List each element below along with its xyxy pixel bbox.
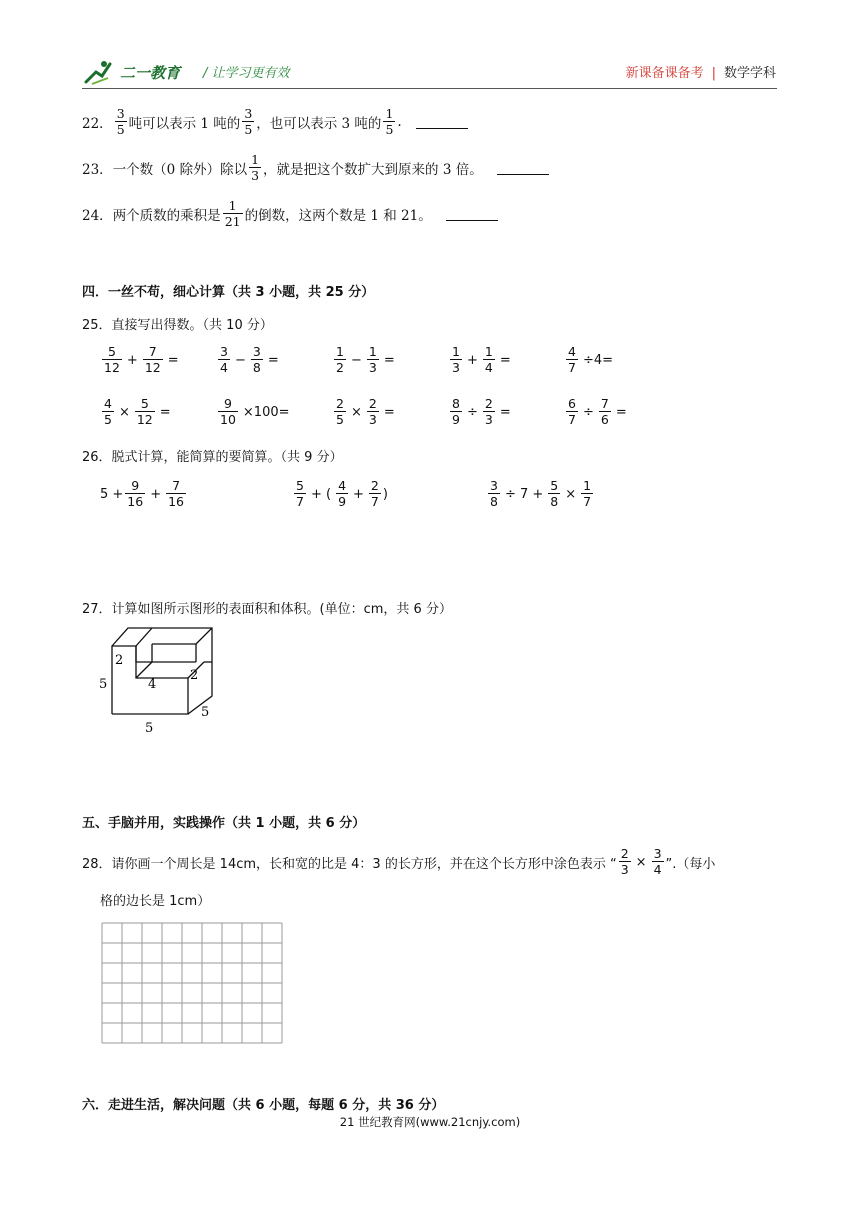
slogan: / 让学习更有效: [203, 66, 290, 81]
solid-figure-diagram: [96, 618, 226, 742]
header-subject: 数学学科: [723, 66, 776, 81]
question-text: 28．请你画一个周长是 14cm，长和宽的比是 4：3 的长方形，并在这个长方形中涂色表示 “: [82, 856, 617, 872]
question-text: 的倒数，这两个数是 1 和 21。: [244, 208, 432, 224]
label-top-height: 2: [115, 653, 124, 668]
label-left-height: 5: [99, 677, 108, 692]
question-text: 吨可以表示 1 吨的: [128, 116, 241, 132]
fraction: $\frac{3}{5}$: [116, 106, 125, 137]
question-28-cont: 格的边长是 1cm）: [100, 894, 211, 909]
question-number: 24．: [82, 208, 113, 224]
fraction: $\frac{3}{4}$: [220, 344, 228, 375]
section-heading-4: 四．一丝不苟，细心计算（共 3 小题，共 25 分）: [82, 285, 375, 300]
fraction: $\frac{5}{12}$: [104, 344, 120, 375]
drawing-grid[interactable]: [101, 922, 283, 1044]
question-number: 23．: [82, 162, 113, 178]
fraction: $\frac{2}{5}$: [336, 396, 344, 427]
calc-item: $\frac{6}{7}$ ÷ $\frac{7}{6}$ =: [568, 396, 627, 427]
q26-expression-1: 5 + $\frac{9}{16}$ + $\frac{7}{16}$: [100, 478, 185, 509]
question-22: [82, 108, 468, 136]
calc-item: $\frac{8}{9}$ ÷ $\frac{2}{3}$ =: [452, 396, 511, 427]
fraction: $\frac{1}{5}$: [385, 106, 394, 137]
calc-item: $\frac{1}{3}$ + $\frac{1}{4}$ =: [452, 344, 511, 375]
answer-blank[interactable]: [416, 127, 468, 129]
fraction: $\frac{1}{21}$: [224, 198, 241, 229]
fraction: $\frac{9}{10}$: [220, 396, 236, 427]
question-number: 22．: [82, 116, 113, 132]
calc-item: $\frac{2}{5}$ × $\frac{2}{3}$ =: [336, 396, 395, 427]
fraction: $\frac{4}{5}$: [104, 396, 112, 427]
section-heading-5: 五、手脑并用，实践操作（共 1 小题，共 6 分）: [82, 816, 366, 831]
answer-blank[interactable]: [446, 219, 498, 221]
calc-item: $\frac{4}{7}$ ÷4=: [568, 344, 614, 375]
calc-item: $\frac{4}{5}$ × $\frac{5}{12}$ =: [104, 396, 171, 427]
question-text: 一个数（0 除外）除以: [112, 162, 248, 178]
fraction: $\frac{2}{3}$: [484, 396, 493, 427]
question-text: ”.（每小: [665, 856, 716, 872]
fraction: $\frac{1}{3}$: [452, 344, 460, 375]
fraction: $\frac{8}{9}$: [452, 396, 460, 427]
fraction: $\frac{7}{12}$: [144, 344, 161, 375]
question-24: [82, 200, 498, 228]
section-heading-6: 六．走进生活，解决问题（共 6 小题，每题 6 分，共 36 分）: [82, 1098, 445, 1113]
question-26-title: 26．脱式计算，能简算的要简算。（共 9 分）: [82, 450, 343, 465]
question-23: [82, 154, 549, 182]
question-text: ，也可以表示 3 吨的: [256, 116, 382, 132]
fraction: $\frac{6}{7}$: [568, 396, 576, 427]
fraction: $\frac{1}{3}$: [251, 152, 260, 183]
label-bottom-width: 5: [145, 721, 154, 736]
answer-blank[interactable]: [497, 173, 549, 175]
header-divider: [82, 88, 777, 89]
label-depth: 5: [201, 705, 210, 720]
header-tag-primary: 新课备课备考: [625, 66, 704, 81]
question-25-title: 25．直接写出得数。（共 10 分）: [82, 318, 273, 333]
fraction: $\frac{1}{2}$: [336, 344, 344, 375]
fraction: $\frac{1}{4}$: [484, 344, 493, 375]
fraction: $\frac{1}{3}$: [368, 344, 377, 375]
question-text: 两个质数的乘积是: [112, 208, 221, 224]
question-28: 28．请你画一个周长是 14cm，长和宽的比是 4：3 的长方形，并在这个长方形中涂色表示 “ $\frac{2}{3}$ × $\frac{3}{4}$ ”.（每小: [82, 846, 716, 877]
question-27-title: 27．计算如图所示图形的表面积和体积。(单位：cm，共 6 分）: [82, 602, 452, 617]
footer: 21 世纪教育网(www.21cnjy.com): [339, 1115, 521, 1129]
header-separator: |: [711, 66, 716, 81]
fraction: $\frac{5}{12}$: [136, 396, 153, 427]
fraction: $\frac{4}{7}$: [568, 344, 576, 375]
fraction: $\frac{2}{3}$: [368, 396, 377, 427]
fraction: $\frac{7}{6}$: [600, 396, 609, 427]
label-inner-width: 4: [148, 677, 157, 692]
calc-item: $\frac{1}{2}$ − $\frac{1}{3}$ =: [336, 344, 395, 375]
q25-row-1: [100, 346, 660, 386]
fraction: $\frac{3}{8}$: [252, 344, 261, 375]
q25-row-2: [100, 398, 660, 438]
calc-item: $\frac{9}{10}$ ×100=: [220, 396, 290, 427]
q26-expression-3: $\frac{3}{8}$ ÷ 7 + $\frac{5}{8}$ × $\frac{1}{7}$: [490, 478, 592, 509]
fraction: $\frac{3}{5}$: [244, 106, 253, 137]
calc-item: $\frac{5}{12}$ + $\frac{7}{12}$ =: [104, 344, 179, 375]
question-text: ，就是把这个数扩大到原来的 3 倍。: [263, 162, 483, 178]
logo-text: 二一教育: [120, 64, 181, 82]
label-step: 2: [190, 668, 199, 683]
question-text: .: [397, 114, 402, 130]
q26-expression-2: $\frac{5}{7}$ + ( $\frac{4}{9}$ + $\frac{2}{7}$ ): [296, 478, 388, 509]
header-right: [626, 62, 776, 81]
calc-item: $\frac{3}{4}$ − $\frac{3}{8}$ =: [220, 344, 279, 375]
